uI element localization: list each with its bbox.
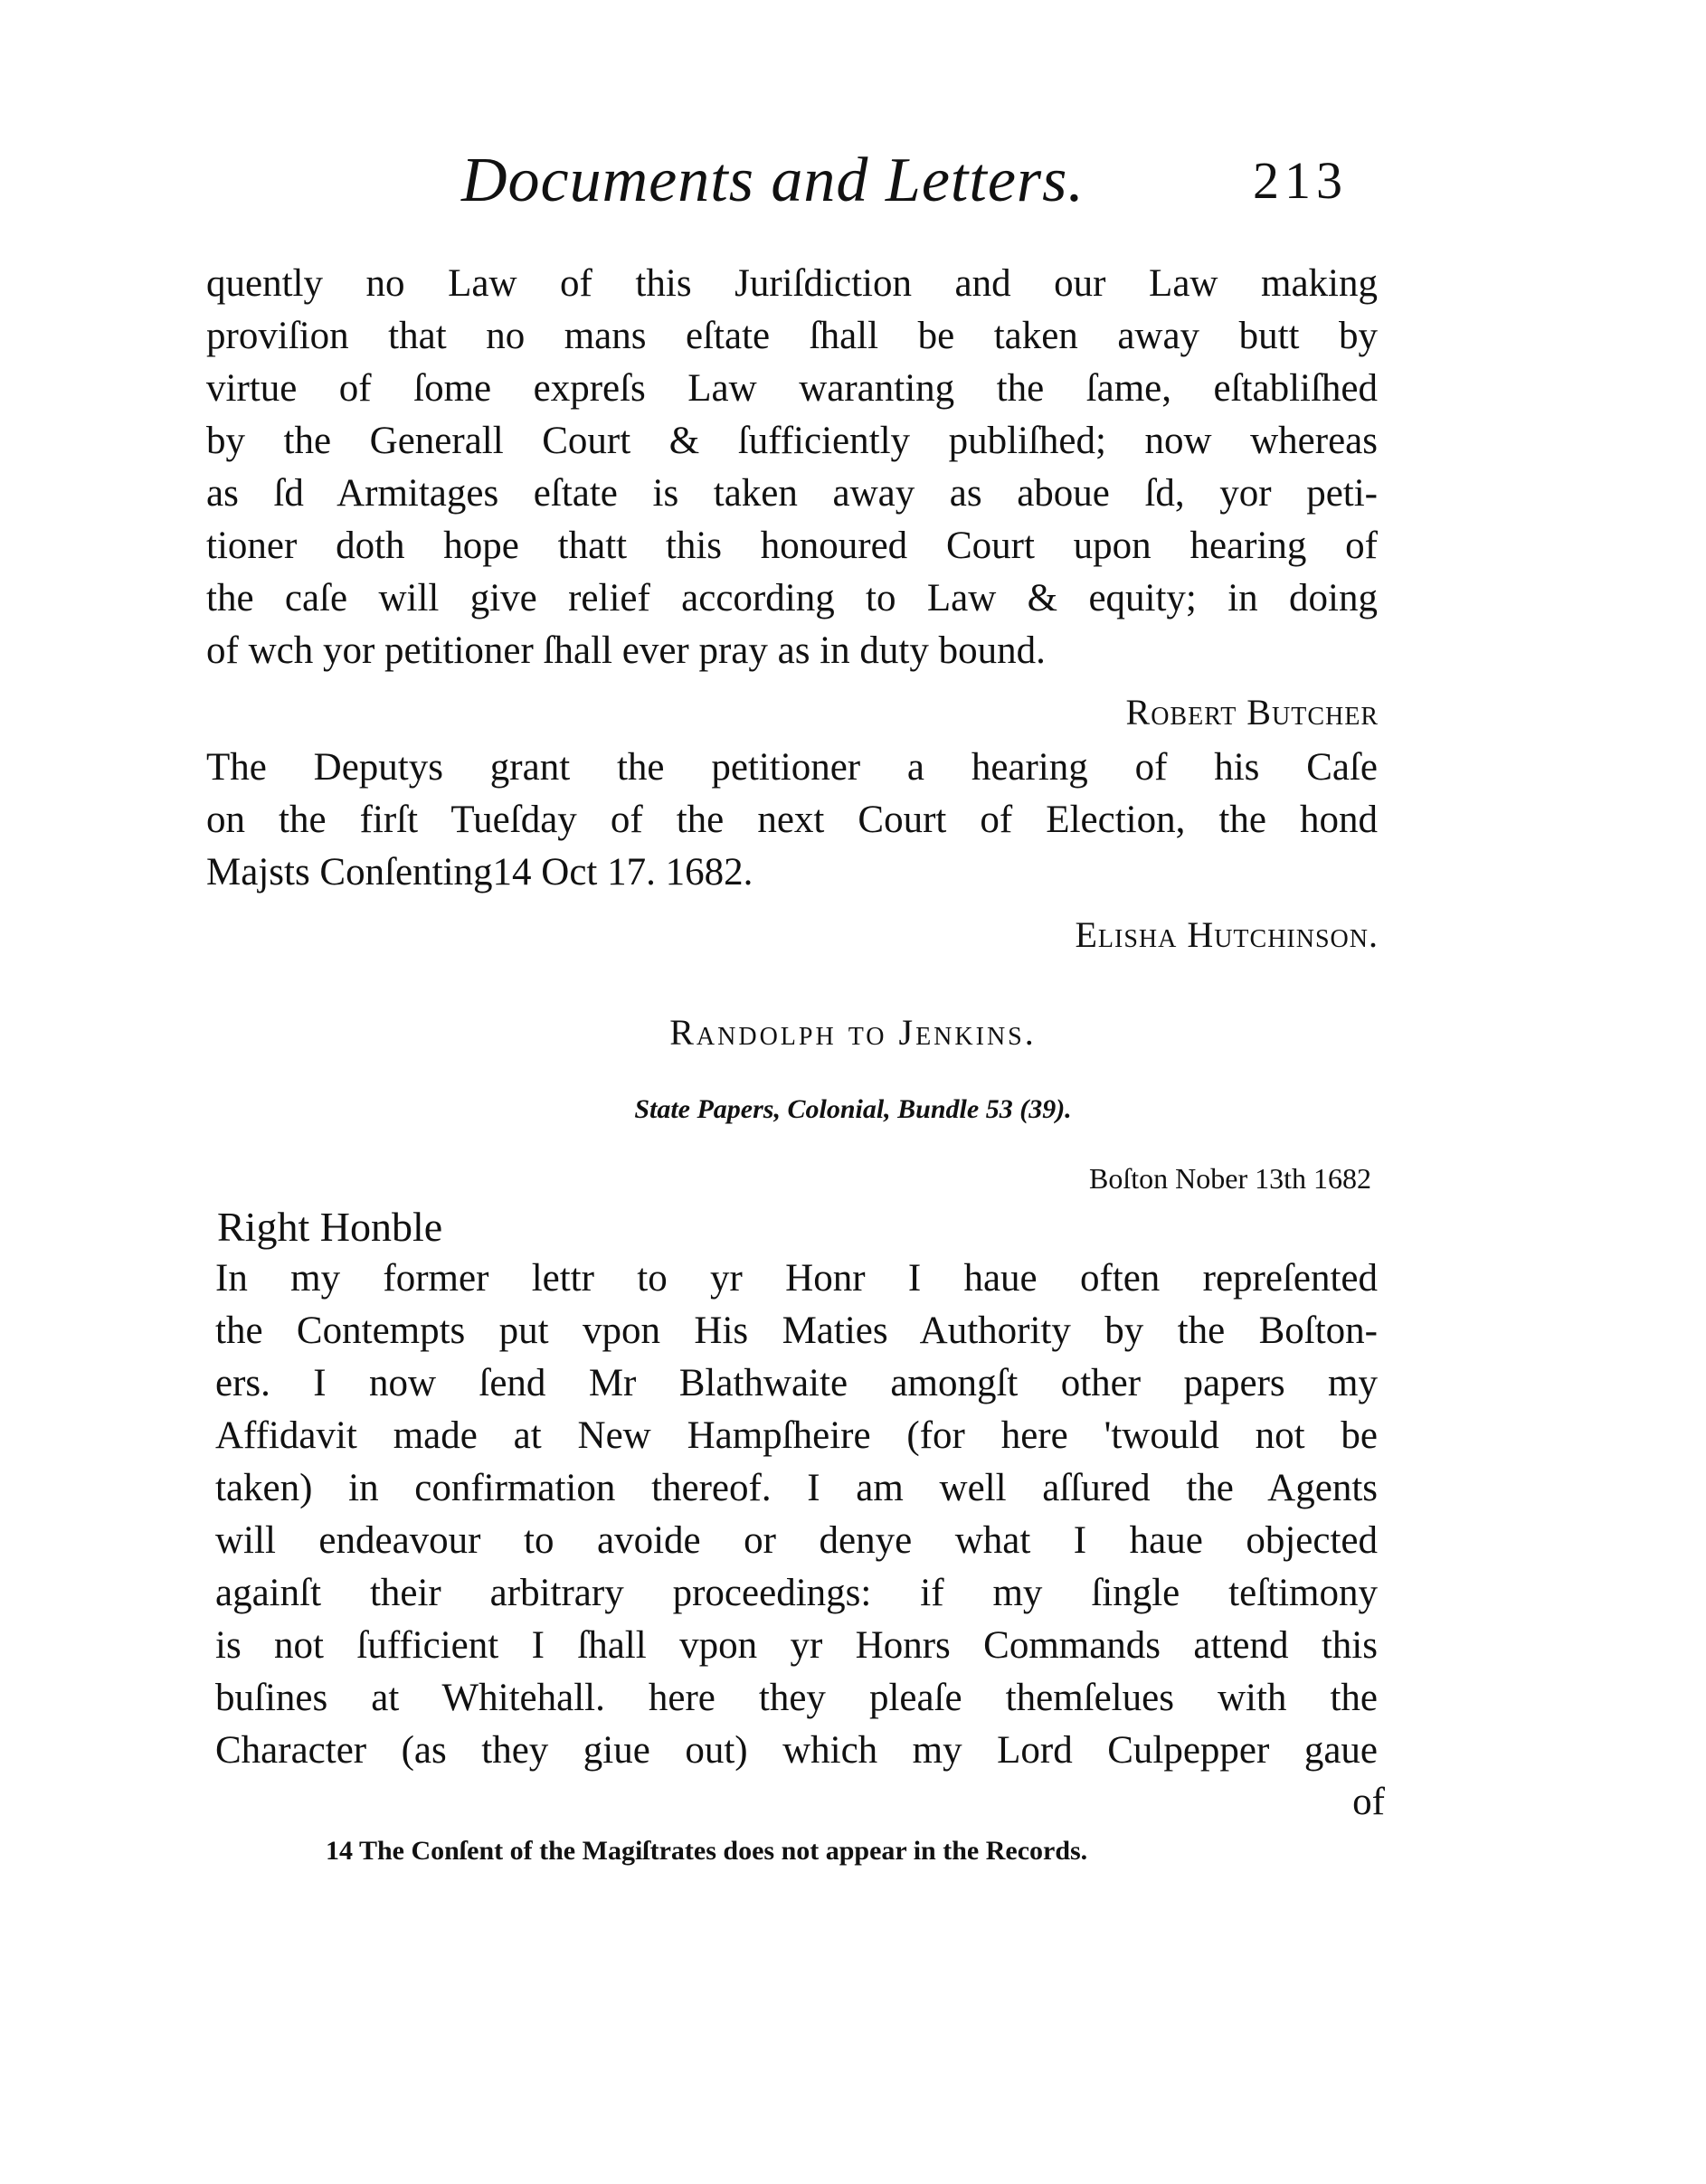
source-citation: State Papers, Colonial, Bundle 53 (39). (634, 1094, 1072, 1124)
text-line: by the Generall Court & ſufficiently publiſhed; now whereas (206, 420, 1378, 462)
text-line: Affidavit made at New Hampſheire (for here 'twould not be (215, 1414, 1378, 1457)
text-line: of wch yor petitioner ſhall ever pray as in duty bound. (206, 629, 1046, 672)
text-line: againſt their arbitrary proceedings: if my ſingle teſtimony (215, 1572, 1378, 1614)
text-line: is not ſufficient I ſhall vpon yr Honrs Commands attend this (215, 1624, 1378, 1667)
text-line: virtue of ſome expreſs Law waranting the ſame, eſtabliſhed (206, 367, 1378, 410)
text-line: as ſd Armitages eſtate is taken away as aboue ſd, yor peti- (206, 472, 1378, 515)
text-line: will endeavour to avoide or denye what I haue objected (215, 1519, 1378, 1562)
text-line: buſines at Whitehall. here they pleaſe themſelues with the (215, 1677, 1378, 1719)
footnote: 14 The Conſent of the Magiſtrates does not appear in the Records. (326, 1836, 1088, 1866)
deputies-text (206, 742, 1378, 899)
letter-text (215, 1253, 1378, 1777)
text-line: the Contempts put vpon His Maties Authority by the Boſton- (215, 1309, 1378, 1352)
text-line: quently no Law of this Juriſdiction and our Law making (206, 262, 1378, 305)
letter-dateline: Boſton Nober 13th 1682 (1089, 1162, 1371, 1195)
signature-elisha-hutchinson: Elisha Hutchinson. (1075, 914, 1379, 955)
page-header (0, 145, 1706, 226)
text-line: the caſe will give relief according to Law & equity; in doing (206, 577, 1378, 619)
text-line: taken) in confirmation thereof. I am well aſſured the Agents (215, 1467, 1378, 1509)
petition-text (206, 258, 1378, 677)
text-line: The Deputys grant the petitioner a hearing of his Caſe (206, 746, 1378, 789)
section-heading: Randolph to Jenkins. (669, 1012, 1037, 1053)
text-line: Character (as they giue out) which my Lord Culpepper gaue (215, 1729, 1378, 1772)
running-title: Documents and Letters. (461, 146, 1085, 215)
text-line: on the firſt Tueſday of the next Court of Election, the hond (206, 799, 1378, 841)
text-line: Majsts Conſenting14 Oct 17. 1682. (206, 851, 753, 893)
text-line: ers. I now ſend Mr Blathwaite amongſt other papers my (215, 1362, 1378, 1404)
page-number: 213 (1253, 151, 1348, 210)
signature-robert-butcher: Robert Butcher (1125, 692, 1379, 733)
text-line: tioner doth hope thatt this honoured Court upon hearing of (206, 525, 1378, 567)
catchword: of (1352, 1781, 1385, 1823)
letter-salutation: Right Honble (217, 1204, 443, 1250)
text-line: proviſion that no mans eſtate ſhall be taken away butt by (206, 315, 1378, 357)
text-line: In my former lettr to yr Honr I haue often repreſented (215, 1257, 1378, 1300)
